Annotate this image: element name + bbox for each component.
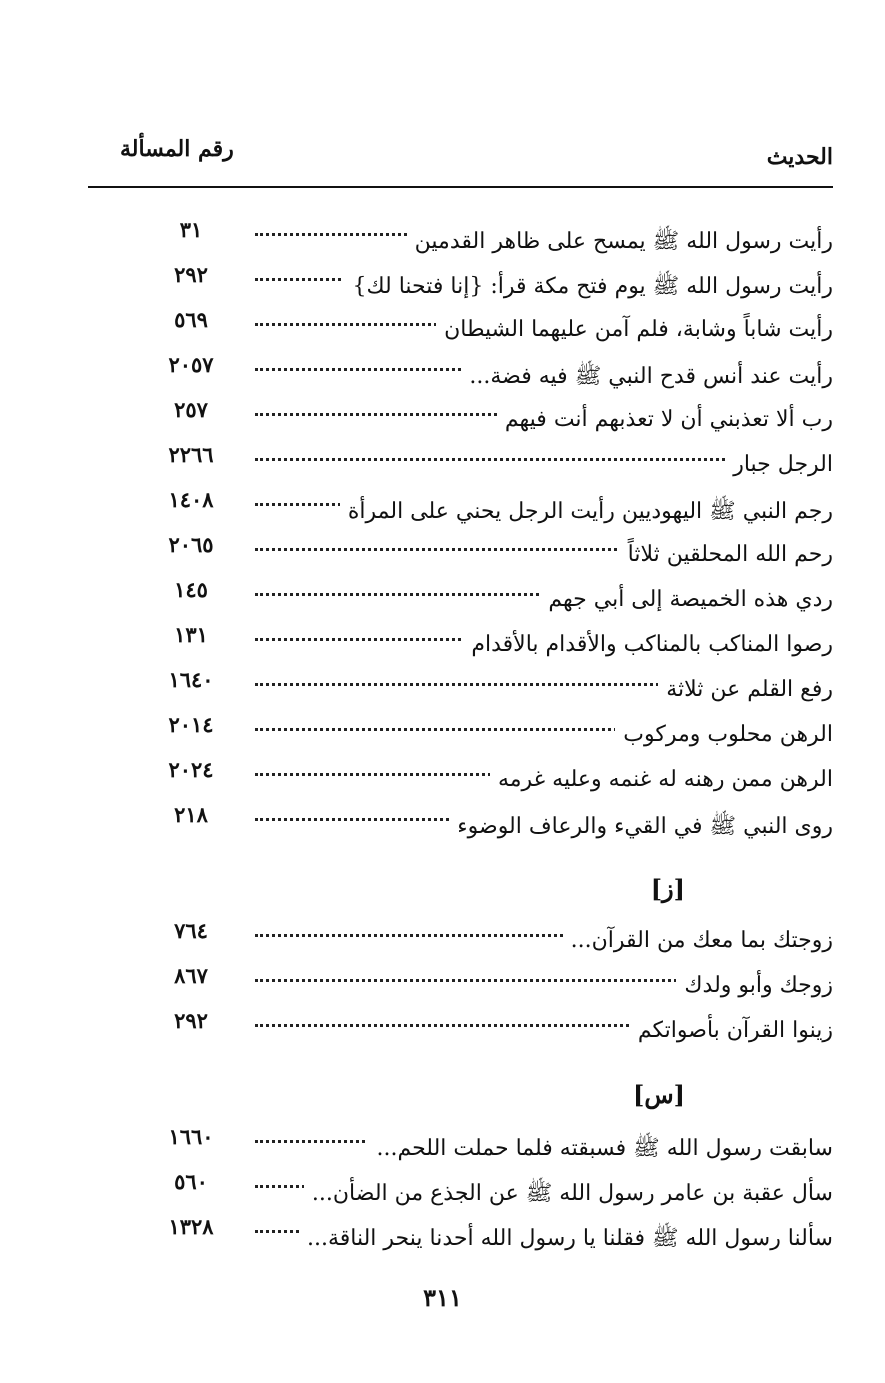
column-header-issue-number: رقم المسألة — [120, 136, 234, 162]
hadith-text: سألنا رسول الله ﷺ فقلنا يا رسول الله أحدنا ينحر الناقة... — [299, 1224, 833, 1256]
issue-number: ١٤٠٨ — [168, 487, 214, 512]
issue-number: ٢١٨ — [174, 802, 208, 827]
hadith-text: ردي هذه الخميصة إلى أبي جهم — [540, 587, 833, 612]
header-rule — [88, 186, 833, 188]
index-row — [160, 532, 833, 582]
index-row — [160, 217, 833, 267]
index-row — [160, 487, 833, 537]
issue-number: ٢٠٥٧ — [168, 352, 214, 377]
index-row — [160, 1008, 833, 1058]
section-heading-seen: [س] — [632, 1080, 685, 1109]
index-row — [160, 712, 833, 762]
hadith-text: رفع القلم عن ثلاثة — [658, 677, 833, 702]
hadith-text: زوجك وأبو ولدك — [676, 973, 833, 998]
hadith-text: زوجتك بما معك من القرآن... — [563, 928, 833, 953]
issue-number: ٢٠٢٤ — [168, 757, 214, 782]
index-row — [160, 667, 833, 717]
index-row — [160, 1124, 833, 1174]
index-row — [160, 307, 833, 357]
hadith-text: زينوا القرآن بأصواتكم — [630, 1018, 833, 1043]
issue-number: ٧٦٤ — [174, 918, 208, 943]
section-heading-zay: [ز] — [650, 874, 685, 903]
index-row — [160, 577, 833, 627]
hadith-text: الرهن ممن رهنه له غنمه وعليه غرمه — [490, 767, 833, 792]
index-row — [160, 918, 833, 968]
issue-number: ٥٦٩ — [174, 307, 208, 332]
hadith-text: رجم النبي ﷺ اليهوديين رأيت الرجل يحني على المرأة — [340, 497, 833, 529]
hadith-text: رحم الله المحلقين ثلاثاً — [620, 542, 833, 567]
issue-number: ١٦٦٠ — [168, 1124, 214, 1149]
index-row — [160, 262, 833, 312]
index-row — [160, 963, 833, 1013]
issue-number: ٢٠٦٥ — [168, 532, 214, 557]
index-row — [160, 397, 833, 447]
hadith-text: سابقت رسول الله ﷺ فسبقته فلما حملت اللحم... — [368, 1134, 833, 1166]
issue-number: ١٤٥ — [174, 577, 208, 602]
index-row — [160, 352, 833, 402]
index-row — [160, 622, 833, 672]
hadith-text: رأيت رسول الله ﷺ يمسح على ظاهر القدمين — [407, 227, 833, 259]
hadith-text: سأل عقبة بن عامر رسول الله ﷺ عن الجذع من الضأن... — [304, 1179, 833, 1211]
issue-number: ١٣١ — [174, 622, 208, 647]
index-row — [160, 1214, 833, 1264]
index-row — [160, 757, 833, 807]
issue-number: ٢٩٢ — [174, 1008, 208, 1033]
hadith-text: رصوا المناكب بالمناكب والأقدام بالأقدام — [463, 632, 833, 657]
hadith-text: روى النبي ﷺ في القيء والرعاف الوضوء — [449, 812, 833, 844]
issue-number: ٢٢٦٦ — [168, 442, 214, 467]
issue-number: ١٣٢٨ — [168, 1214, 214, 1239]
issue-number: ٢٩٢ — [174, 262, 208, 287]
issue-number: ١٦٤٠ — [168, 667, 214, 692]
hadith-text: رأيت عند أنس قدح النبي ﷺ فيه فضة... — [461, 362, 833, 394]
hadith-text: الرجل جبار — [725, 452, 833, 477]
column-header-hadith: الحديث — [766, 144, 833, 170]
issue-number: ٢٠١٤ — [168, 712, 214, 737]
index-row — [160, 442, 833, 492]
issue-number: ٨٦٧ — [174, 963, 208, 988]
hadith-text: رأيت شاباً وشابة، فلم آمن عليهما الشيطان — [436, 317, 833, 342]
issue-number: ٣١ — [179, 217, 203, 242]
issue-number: ٥٦٠ — [174, 1169, 208, 1194]
page-number: ٣١١ — [423, 1283, 462, 1312]
index-row — [160, 802, 833, 852]
index-row — [160, 1169, 833, 1219]
hadith-text: رأيت رسول الله ﷺ يوم فتح مكة قرأ: {إنا فتحنا لك} — [344, 272, 833, 304]
hadith-text: الرهن محلوب ومركوب — [615, 722, 833, 747]
hadith-text: رب ألا تعذبني أن لا تعذبهم أنت فيهم — [497, 407, 833, 432]
issue-number: ٢٥٧ — [174, 397, 208, 422]
